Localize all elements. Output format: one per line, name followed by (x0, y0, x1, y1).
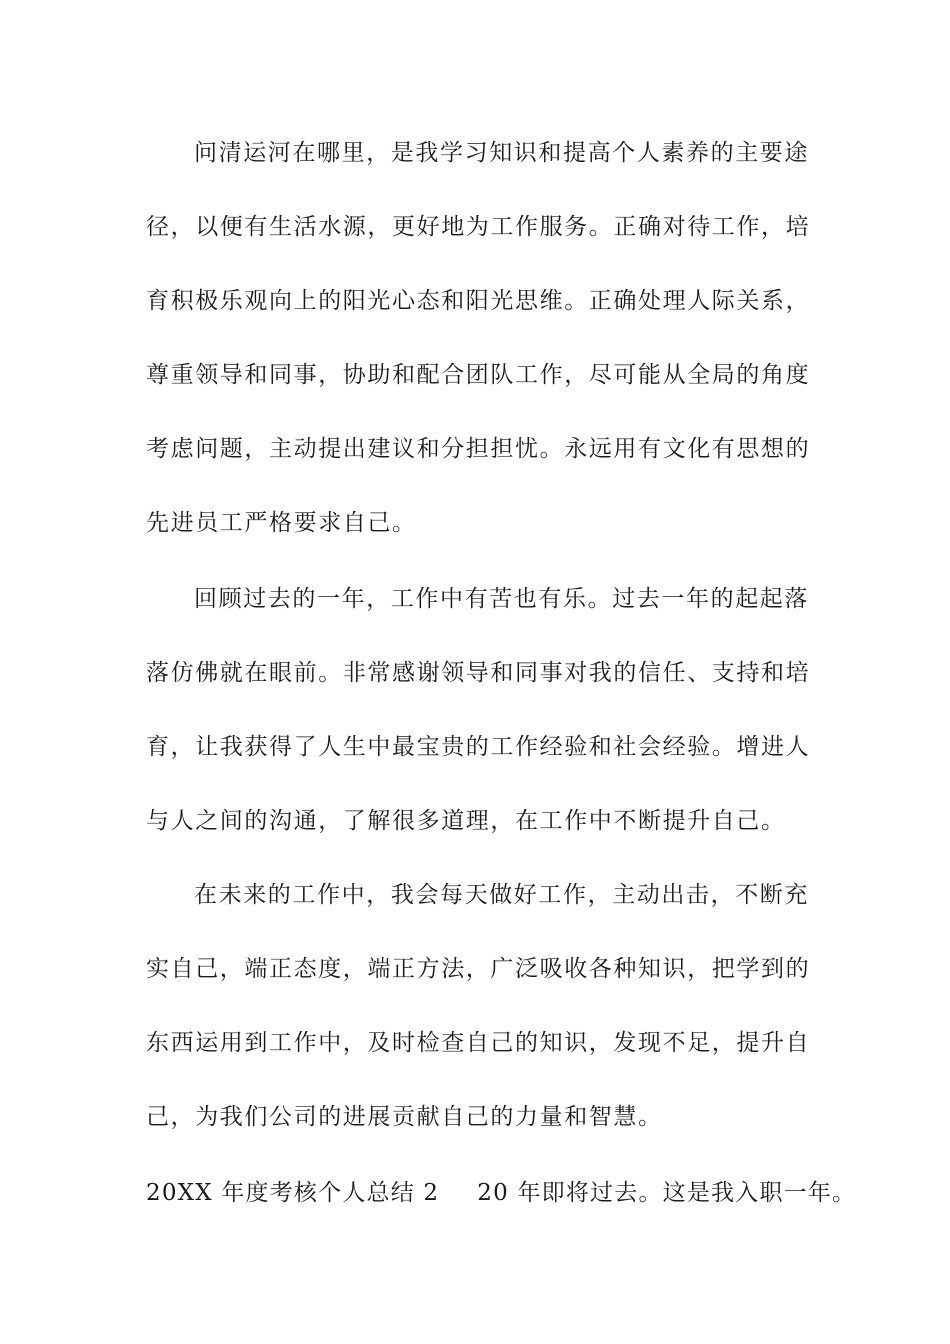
paragraph-2-line-2: 落仿佛就在眼前。非常感谢领导和同事对我的信任、支持和培 (146, 660, 811, 686)
paragraph-3-line-3: 东西运用到工作中，及时检查自己的知识，发现不足，提升自 (146, 1030, 811, 1056)
paragraph-1-line-2: 径，以便有生活水源，更好地为工作服务。正确对待工作，培 (146, 214, 811, 240)
paragraph-2-line-4: 与人之间的沟通，了解很多道理，在工作中不断提升自己。 (146, 808, 786, 834)
paragraph-2-line-1: 回顾过去的一年，工作中有苦也有乐。过去一年的起起落 (194, 586, 809, 612)
paragraph-1-line-4: 尊重领导和同事，协助和配合团队工作，尽可能从全局的角度 (146, 362, 811, 388)
paragraph-1-line-3: 育积极乐观向上的阳光心态和阳光思维。正确处理人际关系， (146, 288, 811, 314)
summary-heading-line (146, 1178, 857, 1208)
paragraph-1-line-5: 考虑问题，主动提出建议和分担担忧。永远用有文化有思想的 (146, 436, 811, 462)
paragraph-1-line-6: 先进员工严格要求自己。 (146, 510, 417, 536)
paragraph-1-line-1: 问清运河在哪里，是我学习知识和提高个人素养的主要途 (194, 140, 809, 166)
paragraph-3-line-1: 在未来的工作中，我会每天做好工作，主动出击，不断充 (194, 882, 809, 908)
paragraph-3-line-2: 实自己，端正态度，端正方法，广泛吸收各种知识，把学到的 (146, 956, 811, 982)
summary-heading-tail: 20 年即将过去。这是我入职一年。 (477, 1180, 857, 1206)
summary-heading: 20XX 年度考核个人总结 2 (146, 1180, 440, 1206)
paragraph-3-line-4: 己，为我们公司的进展贡献自己的力量和智慧。 (146, 1104, 663, 1130)
paragraph-2-line-3: 育，让我获得了人生中最宝贵的工作经验和社会经验。增进人 (146, 734, 811, 760)
